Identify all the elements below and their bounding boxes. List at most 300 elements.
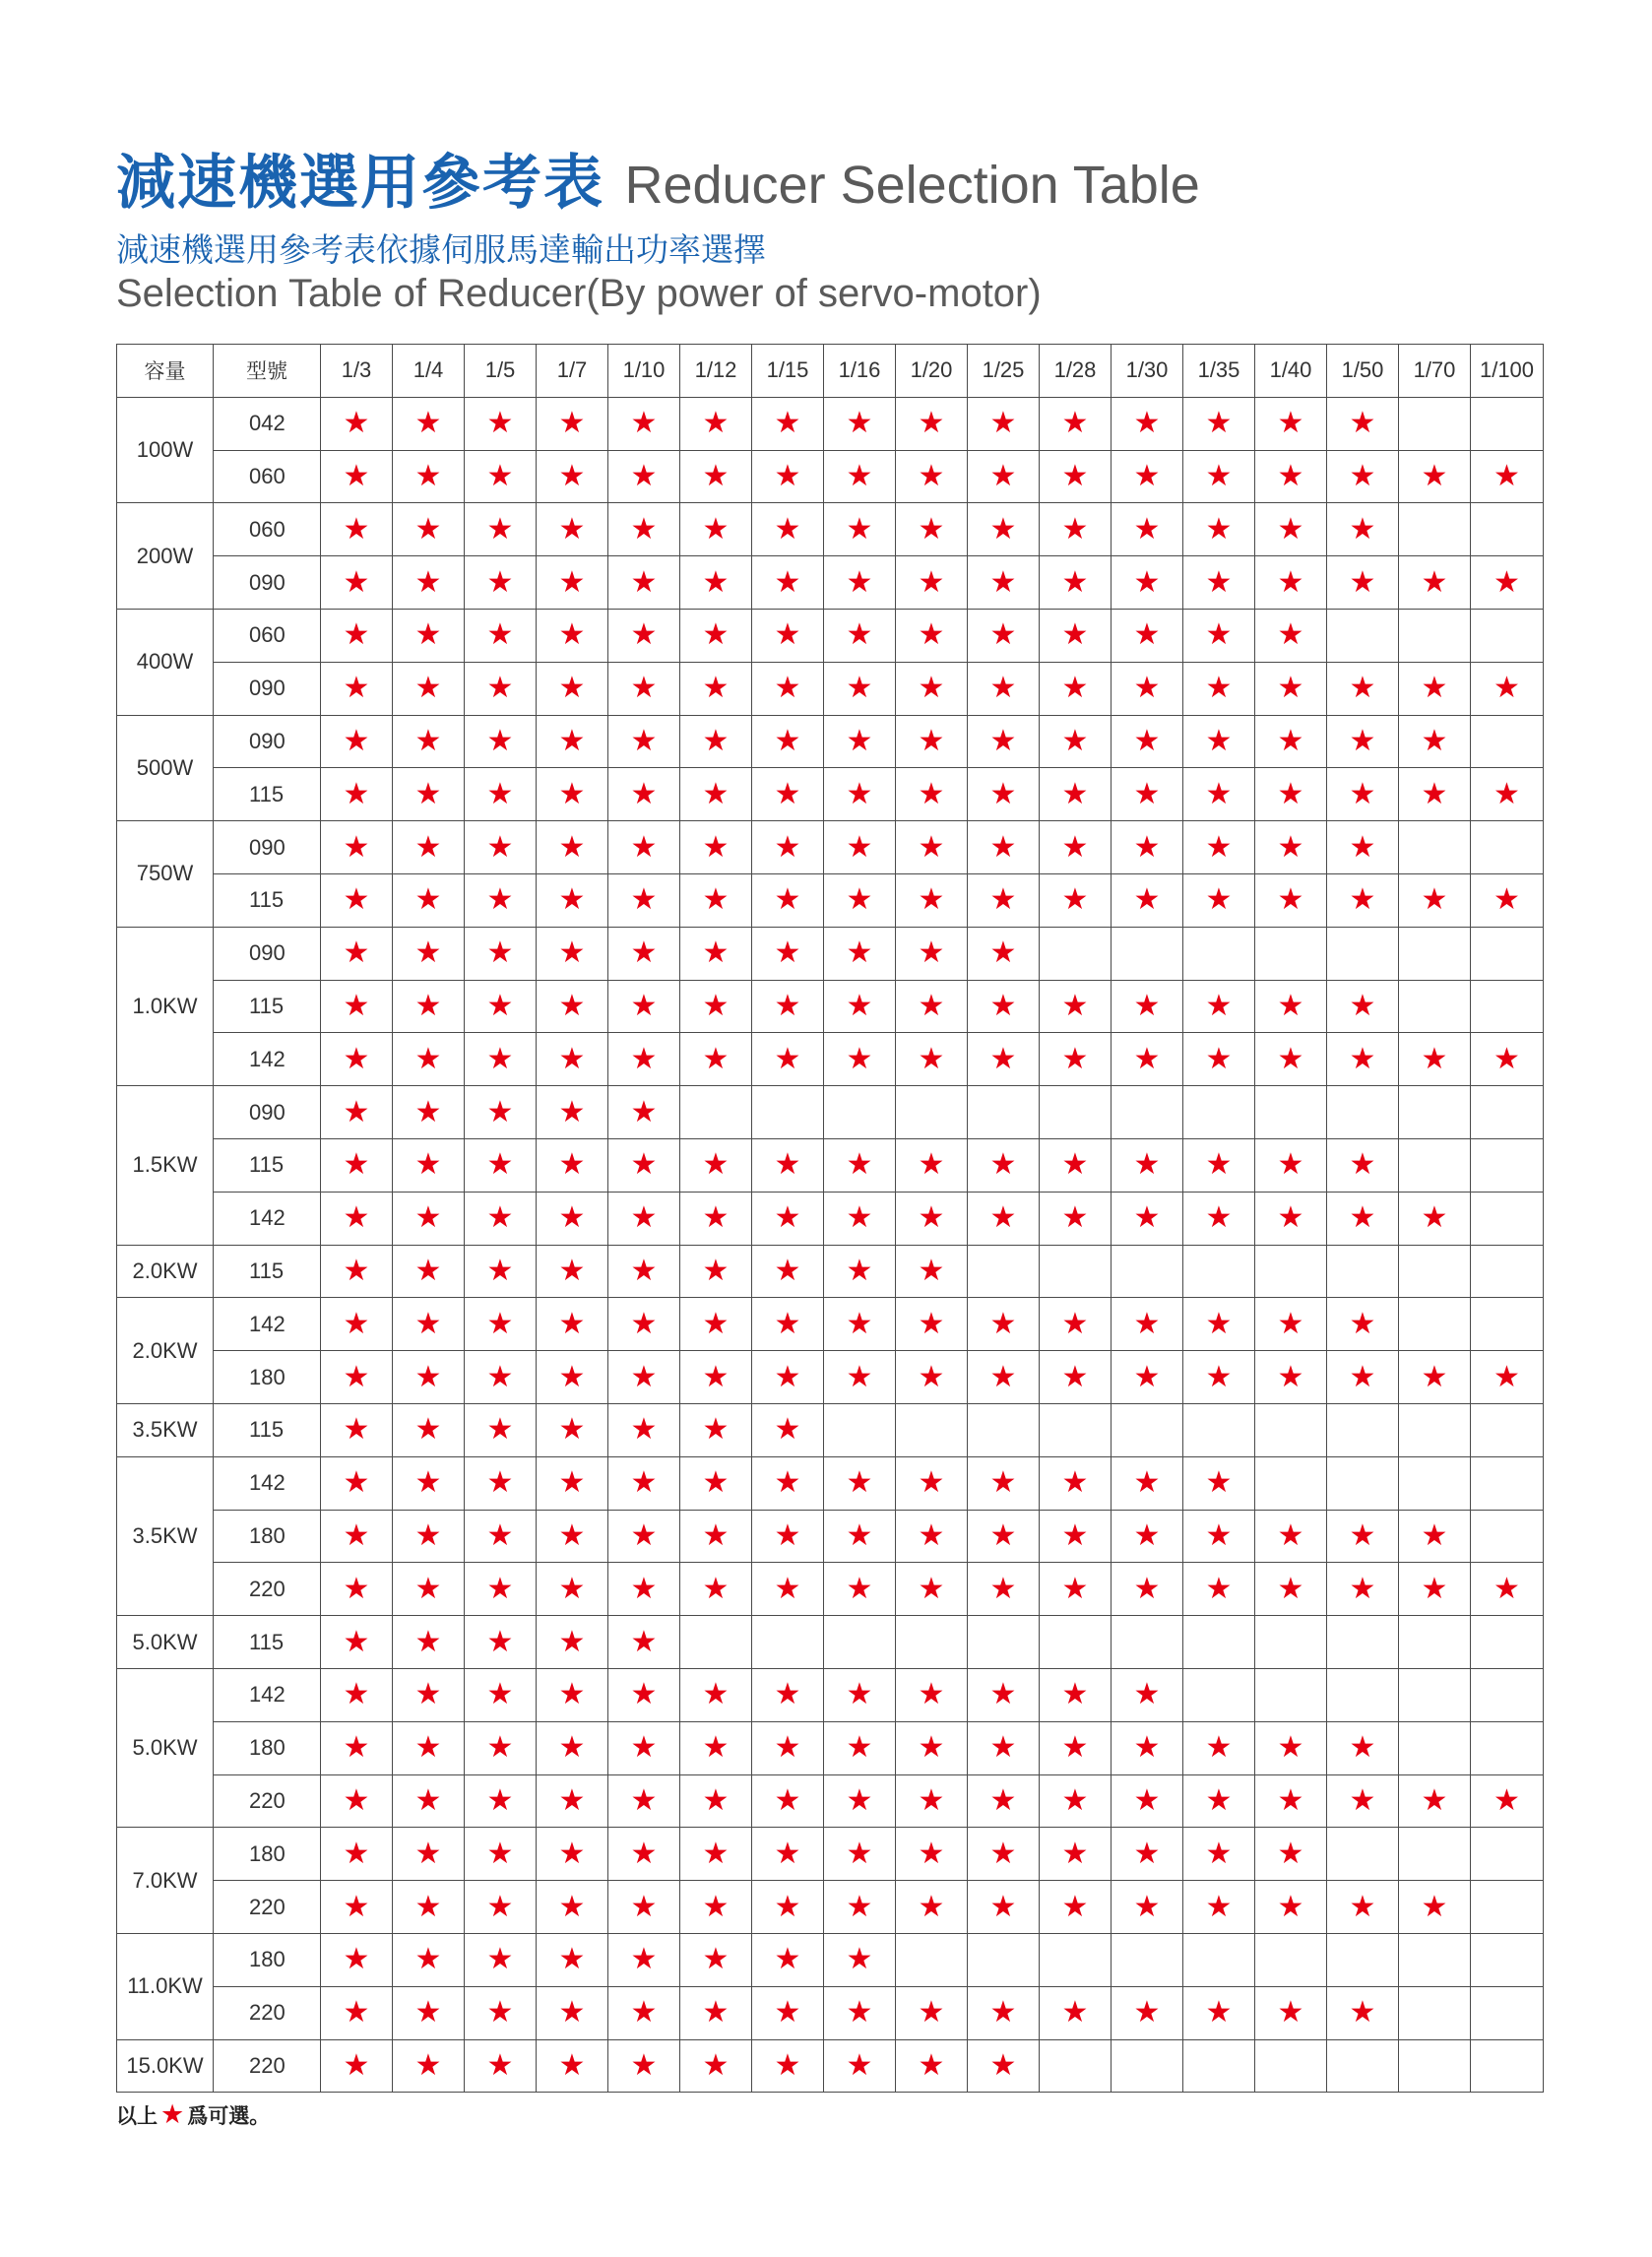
- star-icon: ★: [918, 617, 945, 653]
- ratio-cell: [1040, 1456, 1112, 1510]
- ratio-cell: [393, 1351, 465, 1404]
- star-icon: ★: [414, 1889, 442, 1924]
- ratio-cell: [1040, 1774, 1112, 1828]
- model-cell: 060: [214, 609, 321, 662]
- ratio-cell: [608, 1774, 680, 1828]
- star-icon: ★: [630, 1571, 658, 1606]
- star-icon: ★: [343, 458, 370, 493]
- table-row: [117, 1510, 1544, 1563]
- star-icon: ★: [1277, 1517, 1304, 1553]
- ratio-cell: [1040, 1828, 1112, 1881]
- star-icon: ★: [702, 1306, 730, 1341]
- ratio-cell: [1112, 1563, 1183, 1616]
- ratio-cell: [465, 1616, 537, 1669]
- star-icon: ★: [486, 1517, 514, 1553]
- ratio-cell: [537, 1986, 608, 2039]
- ratio-cell: [1471, 1933, 1544, 1986]
- ratio-cell: [465, 715, 537, 768]
- ratio-cell: [680, 1510, 752, 1563]
- header-ratio: 1/15: [752, 345, 824, 398]
- ratio-cell: [321, 1881, 393, 1934]
- star-icon: ★: [1493, 671, 1520, 706]
- star-icon: ★: [343, 1942, 370, 1977]
- ratio-cell: [1327, 1881, 1399, 1934]
- ratio-cell: [1327, 397, 1399, 450]
- star-icon: ★: [1133, 776, 1161, 811]
- ratio-cell: [1040, 556, 1112, 610]
- ratio-cell: [680, 873, 752, 927]
- ratio-cell: [1471, 715, 1544, 768]
- ratio-cell: [321, 980, 393, 1033]
- table-row: [117, 1933, 1544, 1986]
- star-icon: ★: [774, 723, 801, 758]
- star-icon: ★: [630, 723, 658, 758]
- ratio-cell: [1327, 1456, 1399, 1510]
- ratio-cell: [968, 1138, 1040, 1192]
- star-icon: ★: [558, 1465, 586, 1501]
- star-icon: ★: [1061, 882, 1089, 918]
- star-icon: ★: [486, 1836, 514, 1871]
- model-cell: 090: [214, 927, 321, 980]
- model-cell: 220: [214, 1774, 321, 1828]
- star-icon: ★: [774, 1995, 801, 2031]
- star-icon: ★: [486, 1359, 514, 1394]
- ratio-cell: [1112, 873, 1183, 927]
- star-icon: ★: [558, 671, 586, 706]
- table-row: [117, 980, 1544, 1033]
- star-icon: ★: [343, 1412, 370, 1448]
- star-icon: ★: [918, 458, 945, 493]
- star-icon: ★: [989, 1782, 1017, 1818]
- ratio-cell: [680, 397, 752, 450]
- table-row: [117, 1245, 1544, 1298]
- ratio-cell: [608, 1138, 680, 1192]
- star-icon: ★: [846, 617, 873, 653]
- star-icon: ★: [1277, 829, 1304, 865]
- ratio-cell: [1040, 609, 1112, 662]
- star-icon: ★: [1277, 1147, 1304, 1183]
- star-icon: ★: [1493, 1359, 1520, 1394]
- header-ratio: 1/100: [1471, 345, 1544, 398]
- star-icon: ★: [774, 1147, 801, 1183]
- ratio-cell: [1040, 1245, 1112, 1298]
- ratio-cell: [537, 1828, 608, 1881]
- ratio-cell: [1255, 927, 1327, 980]
- star-icon: ★: [918, 882, 945, 918]
- ratio-cell: [1112, 2039, 1183, 2093]
- star-icon: ★: [1349, 1889, 1376, 1924]
- star-icon: ★: [702, 1836, 730, 1871]
- ratio-cell: [1327, 1086, 1399, 1139]
- ratio-cell: [1112, 1933, 1183, 1986]
- ratio-cell: [1327, 1351, 1399, 1404]
- star-icon: ★: [989, 776, 1017, 811]
- ratio-cell: [1255, 715, 1327, 768]
- ratio-cell: [1327, 1298, 1399, 1351]
- ratio-cell: [1040, 715, 1112, 768]
- star-icon: ★: [630, 1253, 658, 1288]
- ratio-cell: [321, 1403, 393, 1456]
- star-icon: ★: [702, 1782, 730, 1818]
- table-row: [117, 556, 1544, 610]
- star-icon: ★: [774, 1465, 801, 1501]
- star-icon: ★: [1205, 1306, 1233, 1341]
- capacity-cell: 5.0KW: [117, 1616, 214, 1669]
- star-icon: ★: [702, 1465, 730, 1501]
- ratio-cell: [968, 980, 1040, 1033]
- ratio-cell: [465, 1351, 537, 1404]
- ratio-cell: [824, 556, 896, 610]
- ratio-cell: [1327, 662, 1399, 715]
- ratio-cell: [1040, 1986, 1112, 2039]
- ratio-cell: [1327, 715, 1399, 768]
- star-icon: ★: [414, 1306, 442, 1341]
- ratio-cell: [752, 1616, 824, 1669]
- ratio-cell: [1040, 2039, 1112, 2093]
- header-ratio: 1/3: [321, 345, 393, 398]
- star-icon: ★: [989, 458, 1017, 493]
- ratio-cell: [1255, 1456, 1327, 1510]
- ratio-cell: [1471, 1456, 1544, 1510]
- ratio-cell: [824, 873, 896, 927]
- star-icon: ★: [774, 935, 801, 971]
- star-icon: ★: [1205, 1359, 1233, 1394]
- star-icon: ★: [846, 776, 873, 811]
- ratio-cell: [608, 768, 680, 821]
- ratio-cell: [968, 1456, 1040, 1510]
- ratio-cell: [465, 768, 537, 821]
- star-icon: ★: [1133, 1836, 1161, 1871]
- star-icon: ★: [1421, 1889, 1448, 1924]
- ratio-cell: [465, 1881, 537, 1934]
- ratio-cell: [1112, 715, 1183, 768]
- table-row: [117, 450, 1544, 503]
- star-icon: ★: [630, 406, 658, 441]
- ratio-cell: [1112, 1351, 1183, 1404]
- ratio-cell: [1471, 397, 1544, 450]
- ratio-cell: [1327, 1510, 1399, 1563]
- ratio-cell: [537, 1298, 608, 1351]
- ratio-cell: [608, 1033, 680, 1086]
- ratio-cell: [608, 1351, 680, 1404]
- ratio-cell: [608, 1881, 680, 1934]
- ratio-cell: [1471, 1192, 1544, 1245]
- star-icon: ★: [486, 1782, 514, 1818]
- ratio-cell: [1327, 1192, 1399, 1245]
- ratio-cell: [824, 609, 896, 662]
- ratio-cell: [321, 1456, 393, 1510]
- ratio-cell: [1183, 1933, 1255, 1986]
- ratio-cell: [680, 1138, 752, 1192]
- star-icon: ★: [846, 1147, 873, 1183]
- ratio-cell: [896, 1933, 968, 1986]
- ratio-cell: [1327, 556, 1399, 610]
- star-icon: ★: [702, 1253, 730, 1288]
- star-icon: ★: [989, 829, 1017, 865]
- star-icon: ★: [774, 776, 801, 811]
- star-icon: ★: [486, 1571, 514, 1606]
- footnote: [116, 2099, 270, 2130]
- star-icon: ★: [774, 1412, 801, 1448]
- model-cell: 180: [214, 1933, 321, 1986]
- ratio-cell: [680, 1616, 752, 1669]
- table-row: [117, 1138, 1544, 1192]
- ratio-cell: [393, 1933, 465, 1986]
- ratio-cell: [393, 397, 465, 450]
- star-icon: ★: [989, 935, 1017, 971]
- star-icon: ★: [1061, 829, 1089, 865]
- table-body: [117, 397, 1544, 2093]
- ratio-cell: [1255, 662, 1327, 715]
- ratio-cell: [968, 1828, 1040, 1881]
- ratio-cell: [752, 662, 824, 715]
- star-icon: ★: [702, 829, 730, 865]
- star-icon: ★: [630, 935, 658, 971]
- star-icon: ★: [1493, 458, 1520, 493]
- ratio-cell: [752, 1192, 824, 1245]
- star-icon: ★: [1277, 988, 1304, 1023]
- model-cell: 115: [214, 873, 321, 927]
- capacity-cell: 15.0KW: [117, 2039, 214, 2093]
- star-icon: ★: [1277, 1730, 1304, 1766]
- star-icon: ★: [989, 988, 1017, 1023]
- table-row: [117, 821, 1544, 874]
- header-ratio: 1/50: [1327, 345, 1399, 398]
- ratio-cell: [1471, 1828, 1544, 1881]
- star-icon: ★: [918, 1730, 945, 1766]
- ratio-cell: [1183, 1510, 1255, 1563]
- star-icon: ★: [918, 1677, 945, 1712]
- ratio-cell: [896, 1245, 968, 1298]
- ratio-cell: [537, 1245, 608, 1298]
- ratio-cell: [1112, 1510, 1183, 1563]
- star-icon: ★: [558, 1094, 586, 1129]
- star-icon: ★: [846, 564, 873, 600]
- star-icon: ★: [1349, 1041, 1376, 1076]
- model-cell: 115: [214, 1245, 321, 1298]
- ratio-cell: [752, 1033, 824, 1086]
- star-icon: ★: [846, 1517, 873, 1553]
- star-icon: ★: [989, 1571, 1017, 1606]
- star-icon: ★: [846, 511, 873, 547]
- star-icon: ★: [774, 1571, 801, 1606]
- ratio-cell: [752, 1563, 824, 1616]
- ratio-cell: [1183, 503, 1255, 556]
- table-row: [117, 1668, 1544, 1721]
- ratio-cell: [393, 1138, 465, 1192]
- star-icon: ★: [846, 723, 873, 758]
- star-icon: ★: [918, 1517, 945, 1553]
- ratio-cell: [465, 1192, 537, 1245]
- capacity-cell: 3.5KW: [117, 1403, 214, 1456]
- ratio-cell: [680, 1456, 752, 1510]
- ratio-cell: [393, 662, 465, 715]
- ratio-cell: [537, 873, 608, 927]
- star-icon: ★: [630, 1200, 658, 1236]
- star-icon: ★: [989, 1359, 1017, 1394]
- title-english: Reducer Selection Table: [624, 156, 1200, 215]
- ratio-cell: [680, 2039, 752, 2093]
- star-icon: ★: [1133, 406, 1161, 441]
- ratio-cell: [393, 715, 465, 768]
- ratio-cell: [393, 1086, 465, 1139]
- star-icon: ★: [558, 1253, 586, 1288]
- star-icon: ★: [1061, 671, 1089, 706]
- ratio-cell: [321, 1668, 393, 1721]
- ratio-cell: [1471, 609, 1544, 662]
- star-icon: ★: [918, 564, 945, 600]
- ratio-cell: [1399, 715, 1471, 768]
- ratio-cell: [1112, 1881, 1183, 1934]
- ratio-cell: [824, 821, 896, 874]
- ratio-cell: [465, 1828, 537, 1881]
- ratio-cell: [968, 821, 1040, 874]
- star-icon: ★: [918, 406, 945, 441]
- ratio-cell: [1471, 768, 1544, 821]
- ratio-cell: [393, 2039, 465, 2093]
- star-icon: ★: [989, 1836, 1017, 1871]
- table-row: [117, 873, 1544, 927]
- star-icon: ★: [1133, 1730, 1161, 1766]
- ratio-cell: [1112, 556, 1183, 610]
- ratio-cell: [1471, 2039, 1544, 2093]
- ratio-cell: [608, 980, 680, 1033]
- ratio-cell: [1040, 1351, 1112, 1404]
- star-icon: ★: [1421, 1571, 1448, 1606]
- ratio-cell: [608, 927, 680, 980]
- star-icon: ★: [558, 1571, 586, 1606]
- star-icon: ★: [343, 882, 370, 918]
- star-icon: ★: [486, 1730, 514, 1766]
- ratio-cell: [393, 1828, 465, 1881]
- star-icon: ★: [630, 1517, 658, 1553]
- header-ratio: 1/10: [608, 345, 680, 398]
- star-icon: ★: [343, 1730, 370, 1766]
- ratio-cell: [1112, 980, 1183, 1033]
- ratio-cell: [321, 715, 393, 768]
- ratio-cell: [537, 1774, 608, 1828]
- model-cell: 090: [214, 556, 321, 610]
- star-icon: ★: [989, 1677, 1017, 1712]
- star-icon: ★: [414, 1465, 442, 1501]
- star-icon: ★: [702, 935, 730, 971]
- star-icon: ★: [486, 564, 514, 600]
- star-icon: ★: [1349, 1359, 1376, 1394]
- ratio-cell: [1399, 2039, 1471, 2093]
- ratio-cell: [321, 1563, 393, 1616]
- star-icon: ★: [918, 1782, 945, 1818]
- ratio-cell: [896, 609, 968, 662]
- ratio-cell: [393, 609, 465, 662]
- star-icon: ★: [414, 1094, 442, 1129]
- star-icon: ★: [846, 1571, 873, 1606]
- star-icon: ★: [630, 1412, 658, 1448]
- star-icon: ★: [630, 564, 658, 600]
- star-icon: ★: [486, 882, 514, 918]
- star-icon: ★: [630, 1942, 658, 1977]
- ratio-cell: [896, 715, 968, 768]
- model-cell: 115: [214, 1616, 321, 1669]
- star-icon: ★: [918, 988, 945, 1023]
- ratio-cell: [1327, 1721, 1399, 1774]
- ratio-cell: [824, 1881, 896, 1934]
- ratio-cell: [1112, 1192, 1183, 1245]
- star-icon: ★: [1061, 1889, 1089, 1924]
- star-icon: ★: [702, 1730, 730, 1766]
- star-icon: ★: [1061, 1995, 1089, 2031]
- ratio-cell: [537, 1403, 608, 1456]
- table-row: [117, 1828, 1544, 1881]
- ratio-cell: [968, 1774, 1040, 1828]
- ratio-cell: [393, 1192, 465, 1245]
- star-icon: ★: [989, 1995, 1017, 2031]
- ratio-cell: [968, 1033, 1040, 1086]
- ratio-cell: [1327, 2039, 1399, 2093]
- table-row: [117, 1192, 1544, 1245]
- star-icon: ★: [702, 406, 730, 441]
- ratio-cell: [1040, 1721, 1112, 1774]
- ratio-cell: [1112, 768, 1183, 821]
- star-icon: ★: [558, 406, 586, 441]
- star-icon: ★: [846, 1465, 873, 1501]
- star-icon: ★: [1061, 1782, 1089, 1818]
- star-icon: ★: [1205, 1730, 1233, 1766]
- ratio-cell: [824, 1774, 896, 1828]
- header-ratio: 1/25: [968, 345, 1040, 398]
- ratio-cell: [1327, 1563, 1399, 1616]
- ratio-cell: [321, 873, 393, 927]
- ratio-cell: [321, 1616, 393, 1669]
- ratio-cell: [608, 1721, 680, 1774]
- ratio-cell: [1112, 1403, 1183, 1456]
- ratio-cell: [680, 927, 752, 980]
- star-icon: ★: [558, 1942, 586, 1977]
- star-icon: ★: [989, 671, 1017, 706]
- star-icon: ★: [414, 1147, 442, 1183]
- ratio-cell: [1255, 1138, 1327, 1192]
- star-icon: ★: [1421, 723, 1448, 758]
- star-icon: ★: [1061, 1730, 1089, 1766]
- ratio-cell: [752, 450, 824, 503]
- ratio-cell: [1040, 927, 1112, 980]
- table-row: [117, 1881, 1544, 1934]
- star-icon: ★: [1061, 1517, 1089, 1553]
- ratio-cell: [1255, 1351, 1327, 1404]
- star-icon: ★: [630, 882, 658, 918]
- ratio-cell: [824, 1192, 896, 1245]
- star-icon: ★: [702, 564, 730, 600]
- model-cell: 060: [214, 450, 321, 503]
- ratio-cell: [393, 1563, 465, 1616]
- star-icon: ★: [702, 1041, 730, 1076]
- ratio-cell: [537, 1138, 608, 1192]
- ratio-cell: [608, 1986, 680, 2039]
- ratio-cell: [1471, 1721, 1544, 1774]
- ratio-cell: [393, 556, 465, 610]
- ratio-cell: [1255, 1616, 1327, 1669]
- ratio-cell: [1255, 1563, 1327, 1616]
- ratio-cell: [465, 1456, 537, 1510]
- star-icon: ★: [1277, 882, 1304, 918]
- star-icon: ★: [1349, 723, 1376, 758]
- ratio-cell: [968, 1668, 1040, 1721]
- header-ratio: 1/35: [1183, 345, 1255, 398]
- star-icon: ★: [846, 1677, 873, 1712]
- footnote-suffix: 爲可選。: [187, 2104, 271, 2128]
- ratio-cell: [824, 1086, 896, 1139]
- ratio-cell: [896, 1138, 968, 1192]
- ratio-cell: [1255, 1086, 1327, 1139]
